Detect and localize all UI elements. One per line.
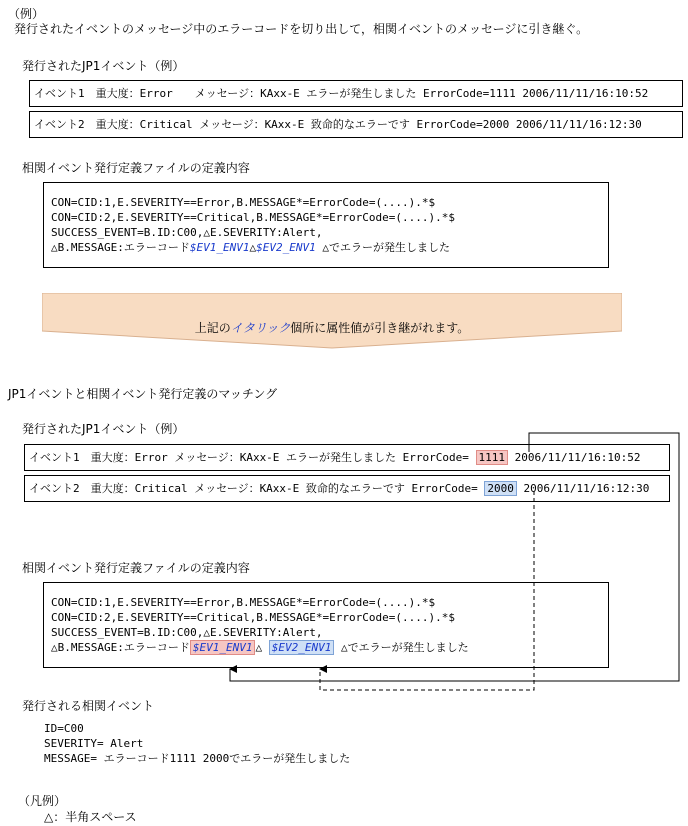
event-box-4 [24, 475, 670, 502]
banner-italic-word: イタリック [230, 321, 291, 335]
def1-line4-mid: △ [249, 241, 257, 254]
result-message: MESSAGE= エラーコード1111 2000でエラーが発生しました [44, 752, 351, 765]
definition-box-2 [43, 582, 609, 668]
event3-text: イベント1 重大度：Error メッセージ：KAxx-E エラーが発生しました ErrorCode= 1111 2006/11/11/16:10:52 [29, 451, 641, 464]
definition-box-1 [43, 182, 609, 268]
matching-title: JP1イベントと相関イベント発行定義のマッチング [8, 387, 278, 401]
result-heading: 発行される相関イベント [22, 699, 155, 713]
intro-text: 発行されたイベントのメッセージ中のエラーコードを切り出して，相関イベントのメッセージに引き継ぐ。 [14, 22, 589, 36]
legend-item: △：半角スペース [44, 810, 137, 824]
result-severity: SEVERITY= Alert [44, 737, 144, 750]
def2-var2: $EV2_ENV1 [269, 640, 335, 655]
result-id: ID=C00 [44, 722, 84, 735]
event-box-1 [29, 80, 683, 107]
event1-text: イベント1 重大度：Error メッセージ：KAxx-E エラーが発生しました ErrorCode=1111 2006/11/11/16:10:52 [34, 87, 649, 100]
def1-line2: CON=CID:2,E.SEVERITY==Critical,B.MESSAGE*=ErrorCode=(....).*$ [51, 211, 455, 224]
def2-line1: CON=CID:1,E.SEVERITY==Error,B.MESSAGE*=ErrorCode=(....).*$ [51, 596, 436, 609]
def1-var2: $EV2_ENV1 [256, 241, 316, 254]
event4-text: イベント2 重大度：Critical メッセージ：KAxx-E 致命的なエラーです ErrorCode= 2000 2006/11/11/16:12:30 [29, 482, 650, 495]
banner-text: 上記のイタリック個所に属性値が引き継がれます。 [194, 321, 470, 335]
example-label: （例） [8, 7, 45, 21]
definition-heading-2: 相関イベント発行定義ファイルの定義内容 [22, 561, 250, 575]
event2-text: イベント2 重大度：Critical メッセージ：KAxx-E 致命的なエラーです ErrorCode=2000 2006/11/11/16:12:30 [34, 118, 642, 131]
inheritance-banner [42, 293, 622, 349]
def1-line4 [51, 242, 450, 254]
events-heading-1: 発行されたJP1イベント（例） [22, 59, 185, 73]
def1-line4-suffix: △でエラーが発生しました [315, 241, 450, 254]
error-code-1111: 1111 [476, 450, 509, 465]
events-heading-2: 発行されたJP1イベント（例） [22, 422, 185, 436]
event-box-2 [29, 111, 683, 138]
def1-var1: $EV1_ENV1 [189, 241, 250, 254]
legend-heading: （凡例） [18, 794, 67, 808]
def1-line3: SUCCESS_EVENT=B.ID:C00,△E.SEVERITY:Alert, [51, 226, 323, 239]
def2-line4: △B.MESSAGE:エラーコード $EV1_ENV1 △ $EV2_ENV1 △でエラーが発生しました [51, 641, 469, 654]
event-box-3 [24, 444, 670, 471]
def1-line1: CON=CID:1,E.SEVERITY==Error,B.MESSAGE*=ErrorCode=(....).*$ [51, 196, 436, 209]
def2-line3: SUCCESS_EVENT=B.ID:C00,△E.SEVERITY:Alert, [51, 626, 323, 639]
def1-line4-prefix: △B.MESSAGE:エラーコード [51, 241, 190, 254]
def2-var1: $EV1_ENV1 [190, 640, 256, 655]
error-code-2000: 2000 [484, 481, 517, 496]
def2-line2: CON=CID:2,E.SEVERITY==Critical,B.MESSAGE*=ErrorCode=(....).*$ [51, 611, 455, 624]
definition-heading-1: 相関イベント発行定義ファイルの定義内容 [22, 161, 250, 175]
